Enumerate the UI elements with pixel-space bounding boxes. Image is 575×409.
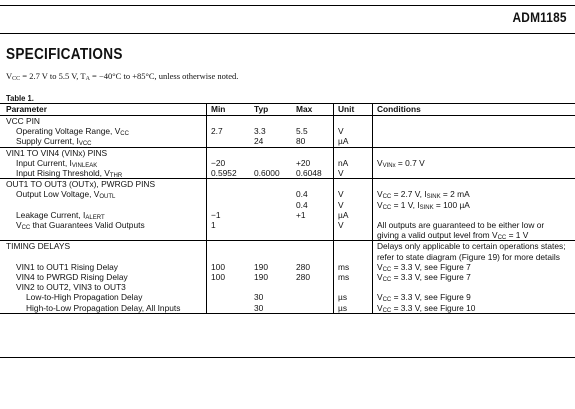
cell-max [292,303,334,314]
cell-unit: V [334,168,373,179]
cell-parameter [0,200,207,210]
cell-parameter: High-to-Low Propagation Delay, All Inputs [0,303,207,314]
cell-unit: µA [334,210,373,220]
section-title: SPECIFICATIONS [6,46,123,63]
header-bottom-rule [0,33,575,34]
cell-conditions: VCC = 3.3 V, see Figure 10 [373,303,575,314]
cell-conditions: VCC = 3.3 V, see Figure 7 [373,272,575,282]
table-row [0,179,575,190]
cell-max [292,282,334,292]
specifications-table [0,104,575,314]
cell-max: 0.4 [296,199,308,210]
cell-typ: 190 [254,272,268,283]
table-row [0,252,575,262]
cell-max: 280 [296,261,310,272]
cell-parameter: VIN4 to PWRGD Rising Delay [16,272,128,283]
cell-unit [334,252,373,262]
cell-min [207,116,251,127]
cell-min: 2.7 [207,126,251,136]
table-row [0,158,575,168]
cell-conditions [373,116,575,127]
table-row [0,116,575,127]
table-label: Table 1. [6,93,34,103]
cell-typ: 190 [254,261,268,272]
cell-typ [250,116,292,127]
cell-unit: ms [334,272,373,282]
cell-conditions [373,147,575,158]
cell-max: 5.5 [296,126,308,137]
cell-conditions: VVINx = 0.7 V [373,158,575,168]
cell-max: 0.6048 [292,168,334,179]
cell-conditions: VCC = 3.3 V, see Figure 7 [373,262,575,272]
cell-min: −1 [207,210,251,220]
cell-parameter: Leakage Current, IALERT [16,209,105,221]
column-header-typ: Typ [250,104,292,116]
table-row [0,292,575,302]
cell-conditions [373,210,575,220]
cell-max: +20 [296,157,311,168]
cell-parameter: OUT1 TO OUT3 (OUTx), PWRGD PINS [6,179,156,190]
table-row [0,126,575,136]
cell-parameter: Input Current, IVINLEAK [16,157,98,169]
table-row [0,262,575,272]
cell-min [207,136,251,147]
cell-parameter: TIMING DELAYS [6,241,71,252]
cell-min: 100 [207,272,251,282]
cell-parameter: Operating Voltage Range, VCC [16,126,129,138]
column-header-unit: Unit [334,104,373,116]
cell-unit: V [334,126,373,136]
table-body [0,116,575,314]
cell-min [207,189,251,199]
cell-unit: µA [334,136,373,147]
cell-min [207,200,251,210]
cell-parameter: Input Rising Threshold, VTHR [0,168,207,179]
cell-min [207,179,251,190]
table-row [0,189,575,199]
cell-conditions: refer to state diagram (Figure 19) for more details [373,252,575,262]
cell-unit: V [334,200,373,210]
cell-max [292,230,334,241]
header-top-rule [0,5,575,6]
cell-typ [250,252,292,262]
cell-typ [250,241,292,252]
table-row [0,272,575,282]
cell-min [207,303,251,314]
table-header-row [0,104,575,116]
cell-typ [250,147,292,158]
cell-unit [334,230,373,241]
cell-typ: 3.3 [254,126,266,137]
cell-unit [334,241,373,252]
column-header-max: Max [292,104,334,116]
cell-max [292,220,334,230]
cell-typ [250,179,292,190]
cell-max: 80 [292,136,334,147]
cell-parameter: Low-to-High Propagation Delay [26,292,143,303]
table-row [0,136,575,147]
cell-conditions: VCC = 2.7 V, ISINK = 2 mA [373,189,575,199]
cell-parameter: VIN1 to OUT1 Rising Delay [16,261,118,272]
cell-min: 100 [207,262,251,272]
table-row [0,241,575,252]
cell-typ: 24 [250,136,292,147]
page-header [0,0,575,34]
cell-min [207,292,251,302]
table-row [0,210,575,220]
cell-conditions: giving a valid output level from VCC = 1 V [373,230,575,241]
table-bottom-rule [0,357,575,358]
cell-unit: V [334,220,373,230]
cell-conditions: VCC = 3.3 V, see Figure 9 [373,292,575,302]
cell-unit [334,116,373,127]
cell-conditions [373,168,575,179]
cell-max [292,116,334,127]
cell-min: 1 [207,220,251,230]
table-row [0,168,575,179]
part-number: ADM1185 [512,9,567,25]
table-row [0,230,575,241]
cell-typ [250,210,292,220]
test-conditions: VCC = 2.7 V to 5.5 V, TA = −40°C to +85°C, unless otherwise noted. [6,71,239,82]
cell-parameter [0,230,207,241]
cell-conditions [373,136,575,147]
cell-max [292,241,334,252]
cell-conditions: VCC = 1 V, ISINK = 100 µA [373,200,575,210]
cell-unit [334,282,373,292]
cell-typ: 0.6000 [250,168,292,179]
cell-typ [250,200,292,210]
cell-max [292,252,334,262]
cell-min [207,282,251,292]
table-row [0,303,575,314]
cell-parameter: VIN2 to OUT2, VIN3 to OUT3 [16,282,126,293]
cell-parameter: Output Low Voltage, VOUTL [16,189,116,201]
cell-min [207,147,251,158]
column-header-min: Min [207,104,251,116]
cell-max: +1 [296,209,306,220]
cell-min [207,241,251,252]
cell-conditions: All outputs are guaranteed to be either low or [373,220,575,230]
table-row [0,147,575,158]
table-row [0,282,575,292]
cell-unit [334,147,373,158]
cell-parameter: Supply Current, IVCC [0,136,207,147]
cell-unit: V [334,189,373,199]
cell-conditions [373,126,575,136]
cell-conditions: Delays only applicable to certain operations states; [373,241,575,252]
table-row [0,220,575,230]
cell-typ [250,189,292,199]
cell-typ [250,220,292,230]
cell-typ [250,282,292,292]
cell-conditions [373,282,575,292]
cell-typ [250,230,292,241]
cell-min [207,252,251,262]
cell-typ: 30 [254,292,264,303]
cell-parameter: VIN1 TO VIN4 (VINx) PINS [6,147,108,158]
cell-max: 0.4 [296,189,308,200]
cell-unit: µs [334,292,373,302]
cell-max [292,147,334,158]
cell-max [292,179,334,190]
column-header-conditions: Conditions [373,104,575,116]
cell-max: 280 [296,272,310,283]
cell-min: −20 [207,158,251,168]
cell-parameter: VCC PIN [6,116,40,126]
table-row [0,200,575,210]
cell-typ [250,158,292,168]
cell-parameter [0,252,207,262]
cell-unit [334,179,373,190]
cell-parameter: VCC that Guarantees Valid Outputs [16,220,145,232]
cell-conditions [373,179,575,190]
cell-min [207,230,251,241]
cell-unit: ms [334,262,373,272]
cell-max [292,292,334,302]
cell-unit: nA [334,158,373,168]
cell-unit: µs [334,303,373,314]
cell-typ: 30 [250,303,292,314]
column-header-parameter: Parameter [0,104,207,116]
cell-min: 0.5952 [207,168,251,179]
